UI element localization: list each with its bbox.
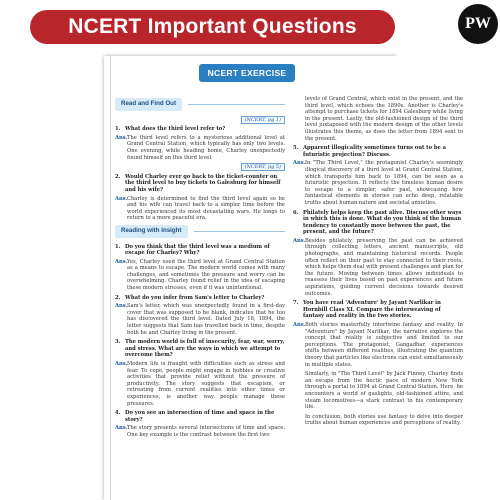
section-heading — [115, 225, 285, 238]
answer: Ans. Modern life is fraught with difficulties such as stress and fear. To cope, people might engage in hobbies or creative activities that provide relief without the pressure of productivity. The story suggests that escapism, or retreating from current realities into other times or experiences, is another way people manage these pressures. — [115, 361, 285, 407]
answer: Ans. Both stories masterfully intertwine fantasy and reality. In "Adventure" by Jayant Narlikar, the narrative explores the concept that reality is subjective and limited to our perceptions. The protagonist, Gangadhar, experiences shifts between different realities, illustrating the quantum theory that particles like electrons can exist simultaneously in multiple states. — [293, 322, 463, 368]
answer: Ans. Sam's letter, which was unexpectedly found in a first-day cover that was supposed to be blank, indicates that he too has discovered the third level. Dated July 18, 1894, the letter suggests that Sam has travelled back in time, despite both he and Charley living in the present. — [115, 303, 285, 336]
question: 2. What do you infer from Sam's letter to Charley? — [115, 294, 265, 301]
document-page — [110, 56, 466, 500]
section-rule — [194, 231, 286, 232]
ncert-ref: (NCERT, pg 1) — [115, 117, 285, 124]
section-tag: Read and Find Out — [115, 98, 182, 111]
answer: Ans. Charley is determined to find the third level again so he and his wife can travel back to a simpler time before the world experienced its most devastating wars. He longs to return to a more peaceful era. — [115, 195, 285, 222]
question: 3. The modern world is full of insecurity, fear, war, worry, and stress. What are the ways in which we attempt to overcome them? — [115, 339, 285, 359]
answer: Ans. In "The Third Level," the protagonist Charley's seemingly illogical discovery of a third level at Grand Central Station, which transports him back to 1894, can be seen as a futuristic projection. It reflects the timeless human desire to escape to a simpler, safer past, showcasing how fantastical elements in stories can echo deep, relatable truths about human nature and societal anxieties. — [293, 160, 463, 206]
question: 6. Philately helps keep the past alive. Discuss other ways in which this is done. What do you think of the human tendency to constantly move between the past, the present, and the future? — [293, 209, 462, 236]
answer: Ans. The story presents several intersections of time and space. One key example is the contrast between the first two — [115, 425, 285, 438]
pw-logo-icon: PW — [458, 4, 498, 44]
left-column — [115, 96, 285, 442]
exercise-title: NCERT EXERCISE — [199, 64, 295, 82]
question: 5. Apparent illogicality sometimes turns out to be a futuristic projection? Discuss. — [293, 145, 446, 158]
paragraph: Similarly, in "The Third Level" by Jack Finney, Charley finds an escape from the hectic pace of modern New York through a portal to 1894 at Grand Central Station. Here, he encounters a world of gaslights, old-fashioned attire, and steam locomotives—a stark contrast to his contemporary life. — [305, 371, 463, 411]
question: 2. Would Charley ever go back to the ticket-counter on the third level to buy tickets to Galesburg for himself and his wife? — [115, 173, 281, 193]
section-heading — [115, 98, 285, 111]
answer: Ans. Besides philately, preserving the past can be achieved through collecting letters, ancient manuscripts, old photographs, and maintaining historical records. People often reflect on their past to stay connected to their roots, which helps them deal with present challenges and plan for the future. Moving between times allows individuals to reassess their lives based on past experiences and future aspirations, guiding current decisions towards desired outcomes. — [293, 237, 463, 297]
paragraph: In conclusion, both stories use fantasy to delve into deeper truths about human experiences and perceptions of reality. — [305, 413, 463, 427]
answer: Ans. Yes, Charley used the third level at Grand Central Station as a means to escape. The modern world comes with many challenges, and sometimes the pressure and worry can be overwhelming. Charley found relief in the idea of escaping these modern stresses, even if it was unintentional. — [115, 258, 285, 292]
question: 1. What does the third level refer to? — [115, 126, 226, 133]
banner-title: NCERT Important Questions — [30, 10, 395, 44]
paragraph: levels of Grand Central, which exist in the present, and the third level, which echoes the 1890s. Another is Charley's attempt to purchase tickets for 1894 Galesburg while living in the present. Lastly, the old-fashioned design of the third level juxtaposed with the modern design of the other levels illustrates this theme, as does the letter from 1894 sent to the present. — [305, 96, 463, 142]
ncert-ref: (NCERT, pg 5) — [115, 164, 285, 171]
question: 7. You have read 'Adventure' by Jayant Narlikar in Hornbill Class XI. Compare the interweaving of fantasy and reality in the two stories. — [293, 300, 441, 320]
question: 4. Do you see an intersection of time and space in the story? — [115, 410, 275, 423]
section-tag: Reading with Insight — [115, 225, 188, 238]
question: 1. Do you think that the third level was a medium of escape for Charley? Why? — [115, 243, 270, 257]
answer: Ans. The third level refers to a mysterious additional level at Grand Central Station, which typically has only two levels. One evening, while heading home, Charley unexpectedly found himself on this third level. — [115, 134, 285, 161]
section-rule — [188, 104, 285, 105]
right-column — [293, 96, 463, 430]
